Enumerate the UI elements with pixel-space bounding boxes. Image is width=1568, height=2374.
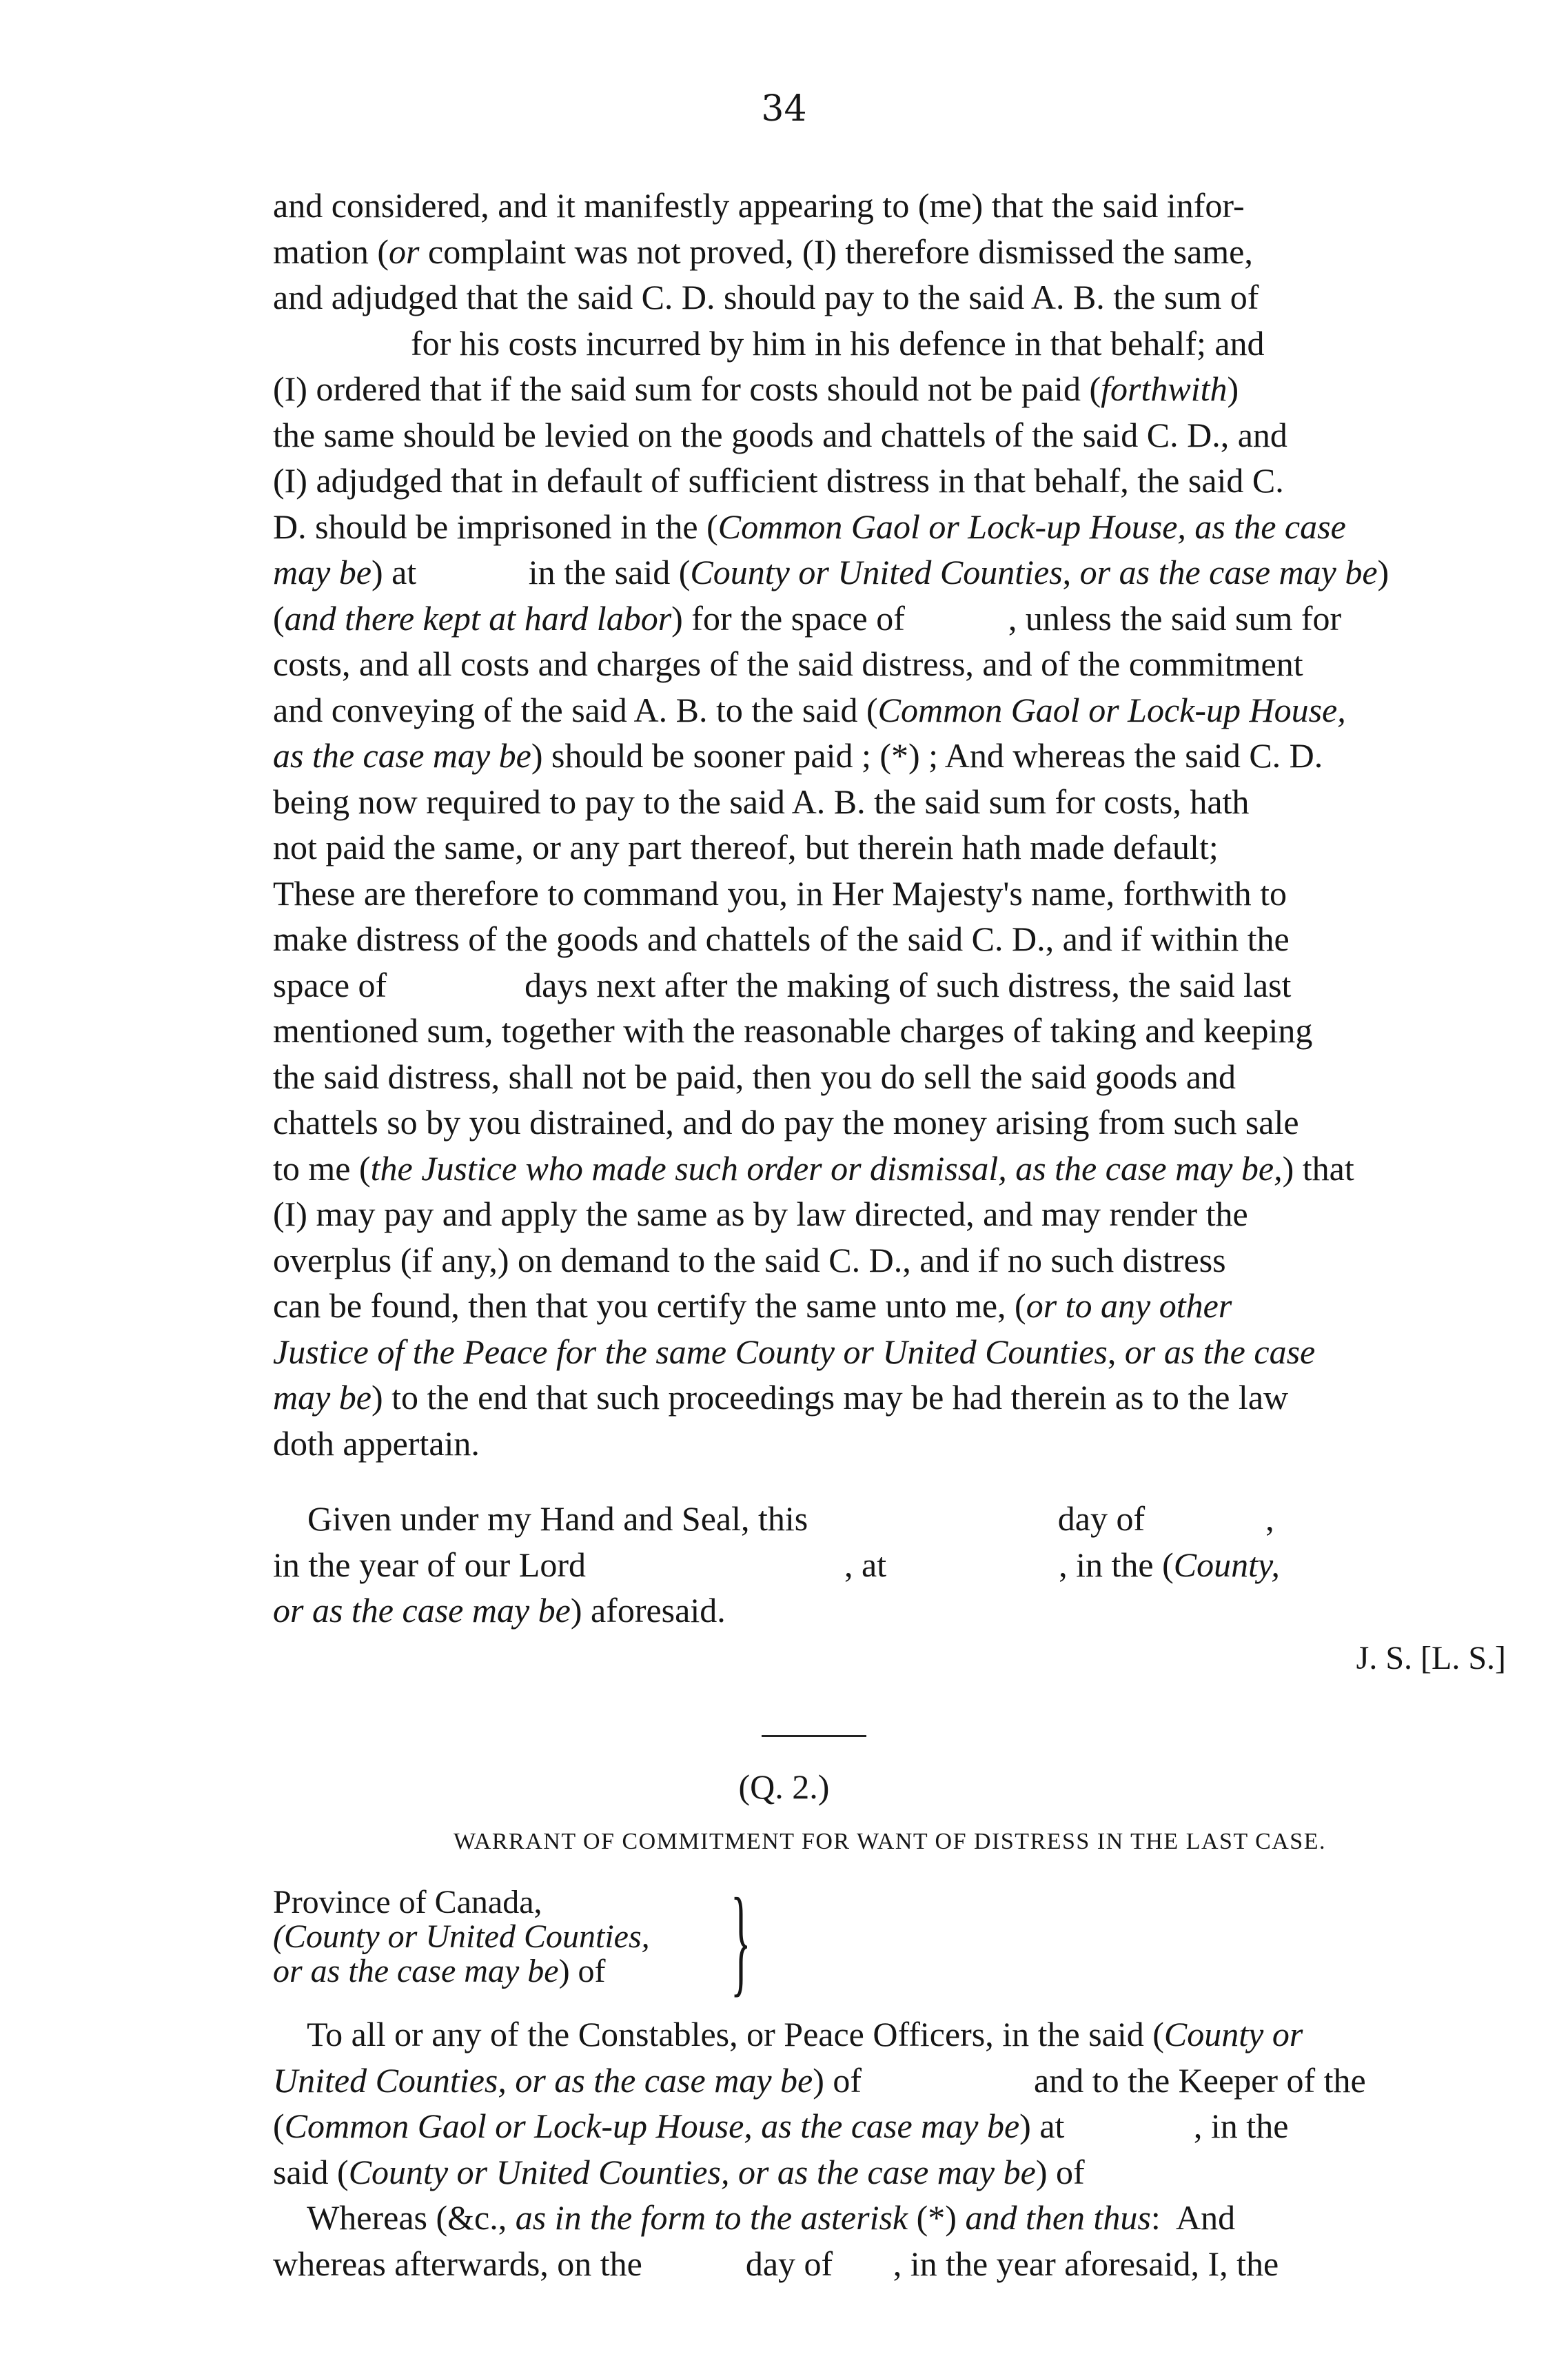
text-line: overplus (if any,) on demand to the said C. D., and if no such distress (273, 1240, 1226, 1279)
text-line: space of days next after the making of such distress, the said last (273, 965, 1292, 1004)
text-line: (and there kept at hard labor) for the space of , unless the said sum for (273, 598, 1342, 638)
text-line: (I) adjudged that in default of sufficient distress in that behalf, the said C. (273, 461, 1284, 500)
text-line: D. should be imprisoned in the (Common Gaol or Lock-up House, as the case (273, 507, 1346, 546)
text-line: Given under my Hand and Seal, this day of , (273, 1499, 1274, 1538)
text-line: Province of Canada, (273, 1884, 542, 1920)
text-line: in the year of our Lord , at , in the (County, (273, 1545, 1280, 1584)
text-line: and considered, and it manifestly appearing to (me) that the said infor- (273, 186, 1245, 225)
form-heading: WARRANT OF COMMITMENT FOR WANT OF DISTRESS IN THE LAST CASE. (454, 1829, 1326, 1854)
text-line: the said distress, shall not be paid, then you do sell the said goods and (273, 1057, 1236, 1096)
signature-seal: J. S. [L. S.] (1356, 1640, 1506, 1676)
text-line: (I) ordered that if the said sum for costs should not be paid (forthwith) (273, 369, 1239, 408)
text-line: to me (the Justice who made such order or dismissal, as the case may be,) that (273, 1148, 1354, 1188)
text-line: being now required to pay to the said A. B. the said sum for costs, hath (273, 782, 1250, 821)
page-number: 34 (761, 88, 807, 130)
text-line: (Common Gaol or Lock-up House, as the case may be) at , in the (273, 2107, 1289, 2145)
attestation-clause (273, 1496, 1507, 1634)
text-line: whereas afterwards, on the day of , in the year aforesaid, I, the (273, 2244, 1279, 2283)
text-line: Justice of the Peace for the same County or United Counties, or as the case (273, 1332, 1316, 1371)
text-line: the same should be levied on the goods and chattels of the said C. D., and (273, 415, 1287, 454)
paragraph-warrant-address (273, 2011, 1507, 2286)
text-line: can be found, then that you certify the same unto me, (or to any other (273, 1286, 1232, 1325)
text-line: (County or United Counties, (273, 1918, 650, 1955)
text-line: as the case may be) should be sooner paid ; (*) ; And whereas the said C. D. (273, 736, 1323, 775)
text-line: and adjudged that the said C. D. should pay to the said A. B. the sum of (273, 278, 1259, 316)
text-line: may be) at in the said (County or United Counties, or as the case may be) (273, 553, 1389, 591)
form-label: (Q. 2.) (738, 1767, 830, 1806)
text-line: not paid the same, or any part thereof, but therein hath made default; (273, 828, 1219, 866)
text-line: or as the case may be) aforesaid. (273, 1591, 726, 1630)
text-line: may be) to the end that such proceedings may be had therein as to the law (273, 1378, 1289, 1417)
text-line: costs, and all costs and charges of the said distress, and of the commitment (273, 645, 1303, 683)
text-line: and conveying of the said A. B. to the said (Common Gaol or Lock-up House, (273, 690, 1346, 729)
text-line: doth appertain. (273, 1423, 480, 1463)
text-line: or as the case may be) of (273, 1953, 606, 1989)
text-line: Whereas (&c., as in the form to the asterisk (*) and then thus: And (273, 2198, 1236, 2237)
text-line: (I) may pay and apply the same as by law directed, and may render the (273, 1195, 1248, 1233)
venue-block (273, 1885, 650, 1989)
section-divider (762, 1735, 866, 1737)
paragraph-distress-warrant (273, 183, 1507, 1466)
text-line: for his costs incurred by him in his defence in that behalf; and (273, 323, 1265, 363)
text-line: make distress of the goods and chattels of the said C. D., and if within the (273, 920, 1290, 958)
venue-brace: } (731, 1874, 751, 2008)
text-line: chattels so by you distrained, and do pay the money arising from such sale (273, 1103, 1299, 1142)
text-line: United Counties, or as the case may be) of and to the Keeper of the (273, 2060, 1366, 2100)
text-line: mentioned sum, together with the reasonable charges of taking and keeping (273, 1011, 1313, 1050)
text-line: To all or any of the Constables, or Peace Officers, in the said (County or (273, 2015, 1303, 2053)
text-line: said (County or United Counties, or as the case may be) of (273, 2152, 1085, 2191)
text-line: mation (or complaint was not proved, (I) therefore dismissed the same, (273, 232, 1253, 271)
text-line: These are therefore to command you, in Her Majesty's name, forthwith to (273, 873, 1287, 913)
